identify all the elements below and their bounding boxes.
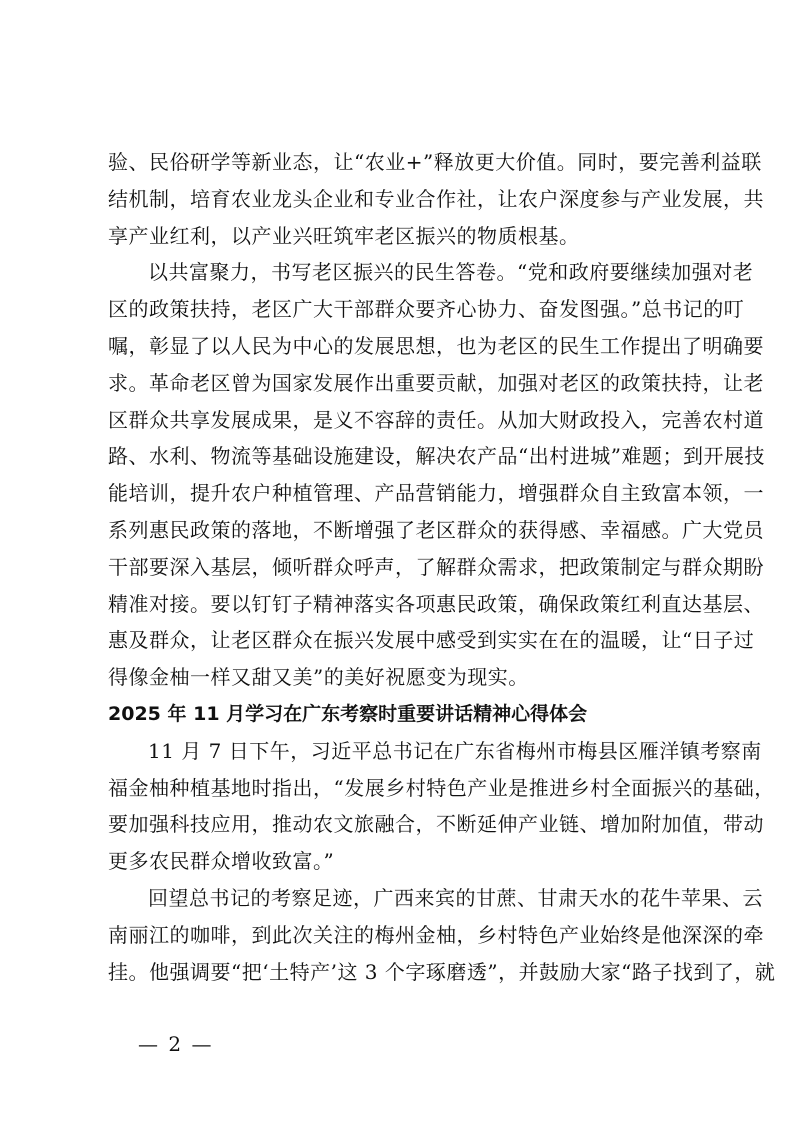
text-line: 南丽江的咖啡，到此次关注的梅州金柚，乡村特色产业始终是他深深的牵 (108, 922, 764, 947)
section-heading: 2025 年 11 月学习在广东考察时重要讲话精神心得体会 (108, 702, 588, 725)
document-body (108, 144, 776, 990)
text-line: 惠及群众，让老区群众在振兴发展中感受到实实在在的温暖，让“日子过 (108, 628, 755, 653)
text-line: 以共富聚力，书写老区振兴的民生答卷。“党和政府要继续加强对老 (148, 260, 754, 285)
text-line: 挂。他强调要“把‘土特产’这 3 个字琢磨透”，并鼓励大家“路子找到了，就 (108, 959, 776, 984)
text-line: 路、水利、物流等基础设施建设，解决农产品“出村进城”难题；到开展技 (108, 444, 765, 469)
text-line: 结机制，培育农业龙头企业和专业合作社，让农户深度参与产业发展，共 (108, 186, 764, 211)
text-line: 享产业红利，以产业兴旺筑牢老区振兴的物质根基。 (108, 223, 580, 248)
page-number: — 2 — (138, 1032, 214, 1056)
text-line: 能培训，提升农户种植管理、产品营销能力，增强群众自主致富本领，一 (108, 481, 764, 506)
text-line: 更多农民群众增收致富。” (108, 849, 335, 874)
text-line: 要加强科技应用，推动农文旅融合，不断延伸产业链、增加附加值，带动 (108, 812, 764, 837)
text-line: 福金柚种植基地时指出，“发展乡村特色产业是推进乡村全面振兴的基础， (108, 775, 775, 800)
text-line: 系列惠民政策的落地，不断增强了老区群众的获得感、幸福感。广大党员 (108, 517, 764, 542)
paragraph (108, 144, 764, 254)
text-line: 求。革命老区曾为国家发展作出重要贡献，加强对老区的政策扶持，让老 (108, 370, 764, 395)
text-line: 嘱，彰显了以人民为中心的发展思想，也为老区的民生工作提出了明确要 (108, 333, 764, 358)
text-line: 精准对接。要以钉钉子精神落实各项惠民政策，确保政策红利直达基层、 (108, 591, 764, 616)
paragraph (108, 254, 765, 696)
paragraph (108, 880, 776, 990)
text-line: 验、民俗研学等新业态，让“农业+”释放更大价值。同时，要完善利益联 (108, 150, 762, 174)
text-line: 11 月 7 日下午，习近平总书记在广东省梅州市梅县区雁洋镇考察南 (148, 738, 762, 763)
paragraph (108, 733, 775, 880)
text-line: 区的政策扶持，老区广大干部群众要齐心协力、奋发图强。”总书记的叮 (108, 297, 745, 322)
text-line: 回望总书记的考察足迹，广西来宾的甘蔗、甘肃天水的花牛苹果、云 (148, 885, 763, 910)
text-line: 干部要深入基层，倾听群众呼声，了解群众需求，把政策制定与群众期盼 (108, 554, 764, 579)
text-line: 区群众共享发展成果，是义不容辞的责任。从加大财政投入，完善农村道 (108, 407, 764, 432)
text-line: 得像金柚一样又甜又美”的美好祝愿变为现实。 (108, 665, 529, 690)
